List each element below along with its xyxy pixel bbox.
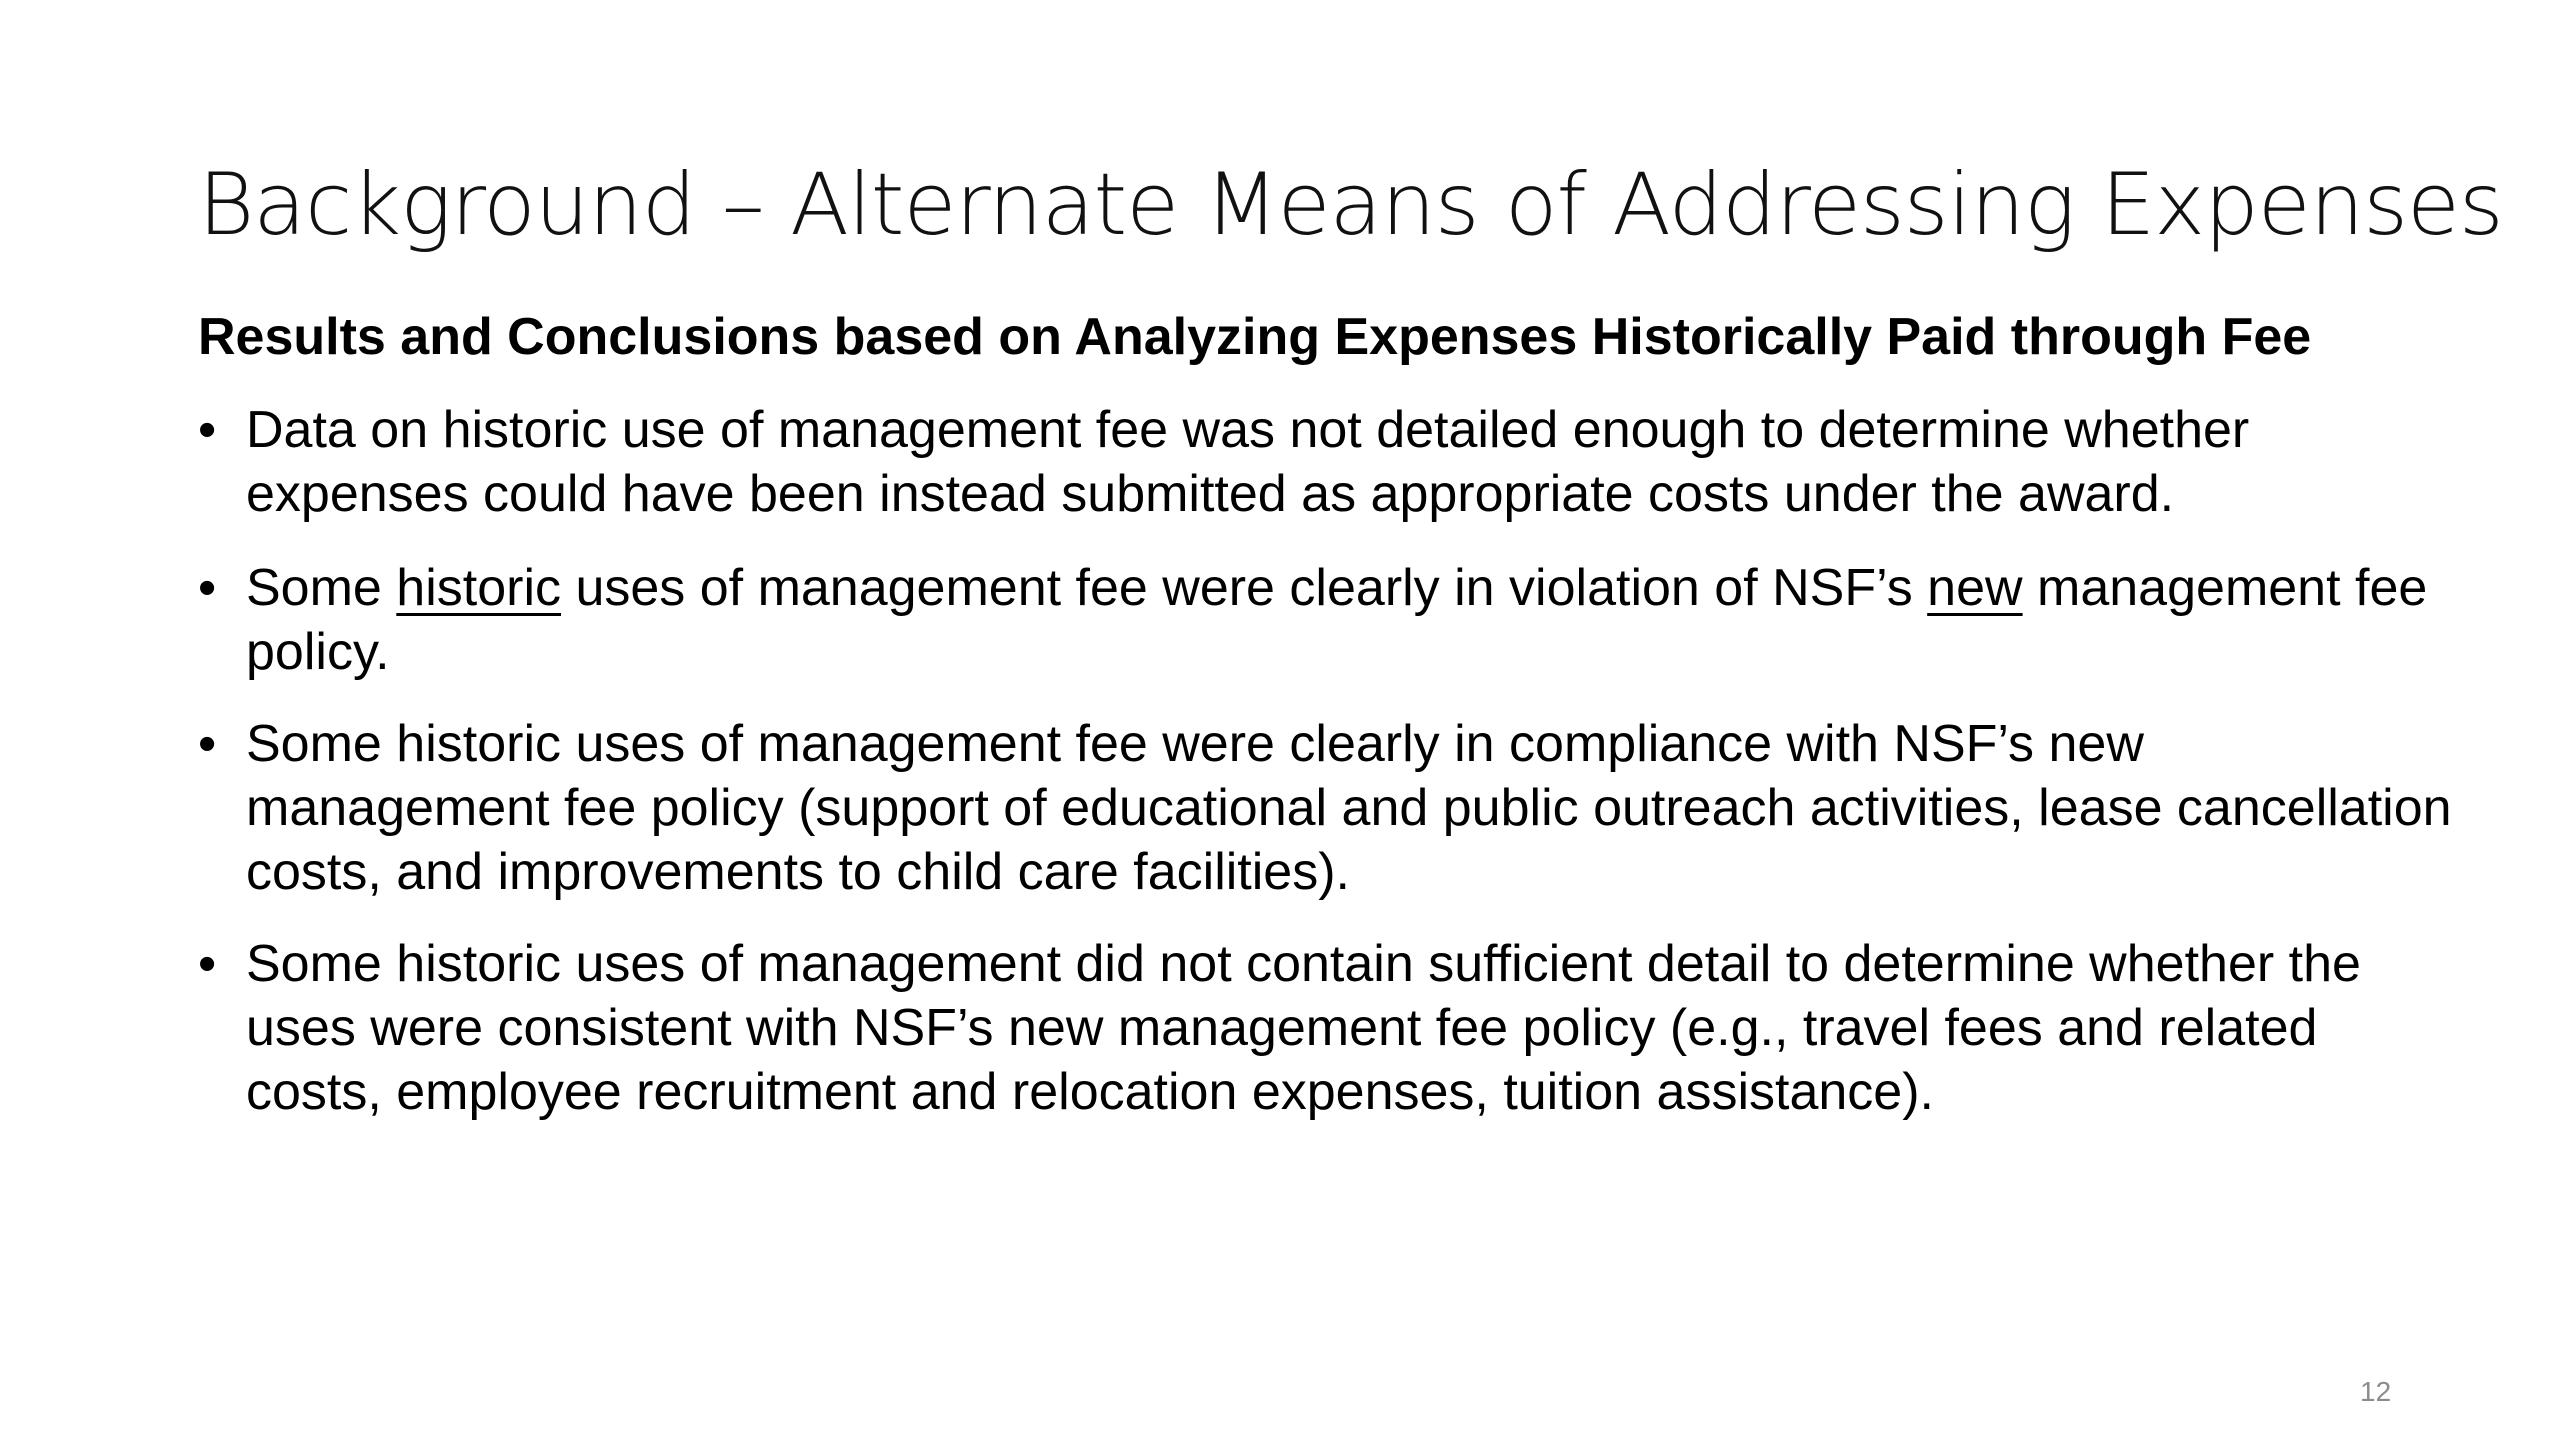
bullet-text-part: uses of management fee were clearly in violation of NSF’s [561,559,1928,617]
bullet-text-part: Some [246,559,397,617]
bullet-text: Some historic uses of management fee were clearly in compliance with NSF’s new management fee policy (support of educational and public outreach activities, lease cancellation costs, and improvements to child care facilities). [246,715,2452,901]
bullet-text: Data on historic use of management fee was not detailed enough to determine whether expenses could have been instead submitted as appropriate costs under the award. [246,401,2250,523]
bullet-item [198,932,2458,1124]
bullet-dot-icon: • [198,401,217,459]
bullet-text-part: management fee policy. [246,559,2428,681]
bullet-list [198,398,2458,1150]
slide-title: Background – Alternate Means of Addressing Expenses [198,155,2503,255]
bullet-item [198,556,2458,684]
slide-subtitle: Results and Conclusions based on Analyzing Expenses Historically Paid through Fee [198,308,2312,366]
page-number: 12 [2360,1376,2392,1407]
bullet-dot-icon: • [198,559,217,617]
bullet-dot-icon: • [198,935,217,993]
underlined-word: historic [396,559,562,617]
bullet-item [198,712,2458,904]
underlined-word: new [1927,559,2023,617]
bullet-item [198,398,2458,526]
bullet-text: Some historic uses of management did not contain sufficient detail to determine whether the uses were consistent with NSF’s new management fee policy (e.g., travel fees and related costs, employee recruitment and relocation expenses, tuition assistance). [246,935,2361,1121]
bullet-dot-icon: • [198,715,217,773]
